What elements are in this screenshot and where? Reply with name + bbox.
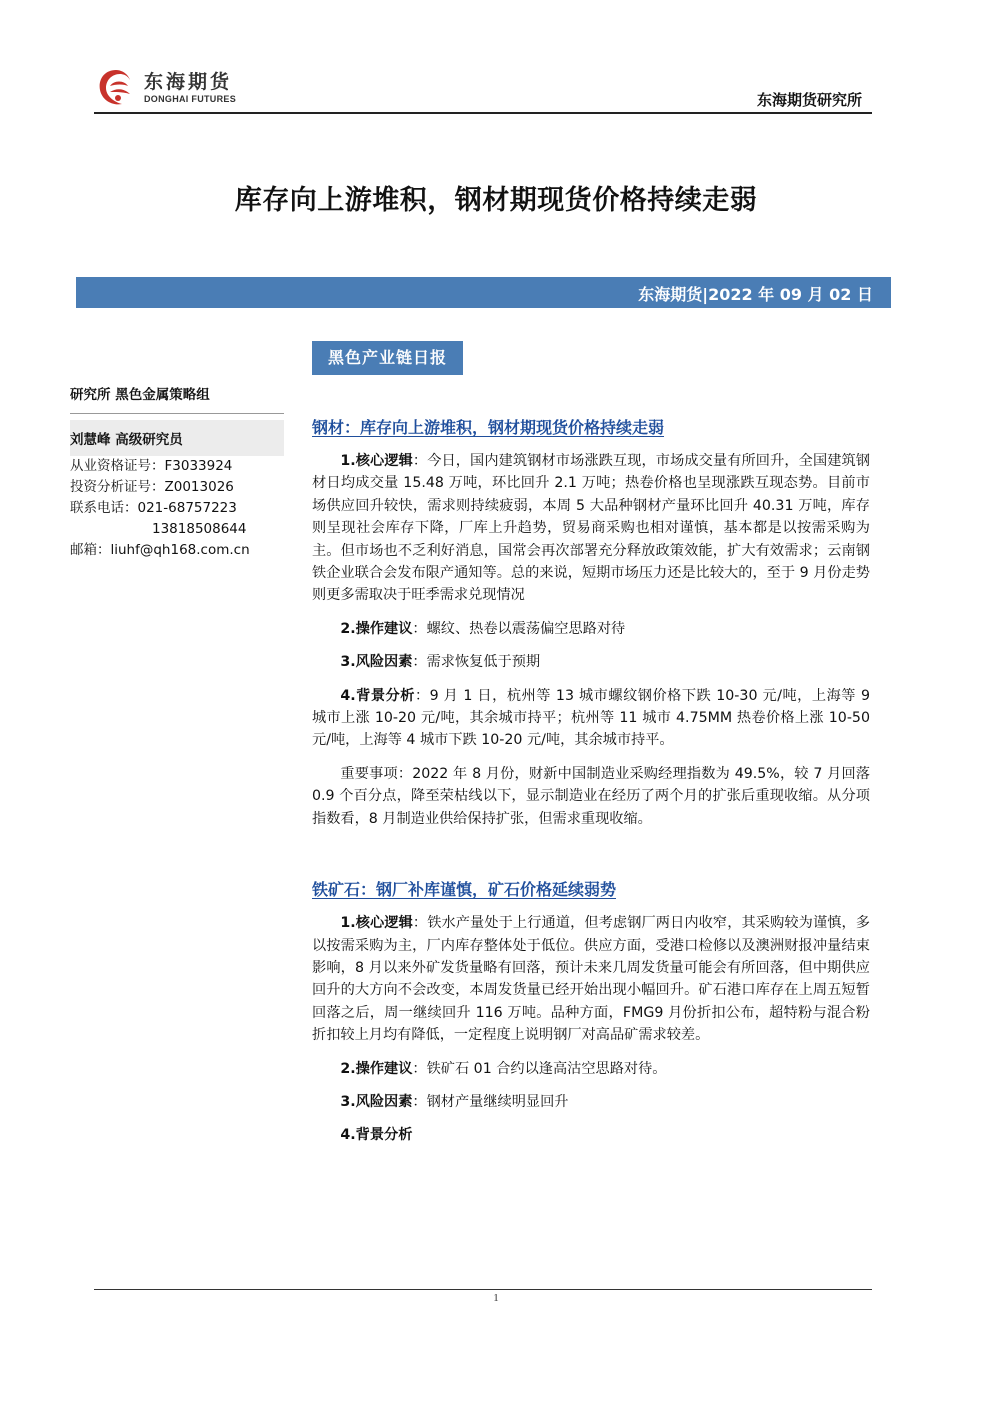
donghai-logo-icon [94, 66, 138, 110]
steel-advice-text: ：螺纹、热卷以震荡偏空思路对待 [412, 620, 626, 637]
steel-key-events: 重要事项：2022 年 8 月份，财新中国制造业采购经理指数为 49.5%，较 7 月回落 0.9 个百分点，降至荣枯线以下，显示制造业在经历了两个月的扩张后重现收缩。从分项指数看，8 月制造业供给保持扩张，但需求重现收缩。 [312, 765, 870, 827]
steel-risk-label: 3.风险因素 [340, 654, 413, 671]
iron-core-logic [312, 912, 870, 1046]
section-chip: 黑色产业链日报 [312, 341, 463, 375]
header-divider [94, 112, 872, 114]
iron-section-title[interactable]: 铁矿石：钢厂补库谨慎，矿石价格延续弱势 [312, 880, 617, 900]
iron-advice-text: ：铁矿石 01 合约以逢高沽空思路对待。 [412, 1060, 667, 1077]
iron-advice-label: 2.操作建议 [340, 1060, 413, 1077]
steel-background [312, 685, 870, 752]
sidebar-mobile: 13818508644 [152, 521, 247, 537]
iron-risk-label: 3.风险因素 [340, 1093, 413, 1110]
steel-background-label: 4.背景分析 [340, 687, 415, 704]
iron-advice [312, 1058, 870, 1080]
sidebar-cert-2: 投资分析证号：Z0013026 [70, 479, 234, 495]
iron-risk [312, 1091, 870, 1113]
sidebar-email[interactable]: 邮箱：liuhf@qh168.com.cn [70, 542, 250, 558]
steel-advice-label: 2.操作建议 [340, 620, 413, 637]
report-date: 东海期货|2022 年 09 月 02 日 [638, 285, 873, 304]
institute-name: 东海期货研究所 [756, 91, 862, 109]
steel-core-logic-label: 1.核心逻辑 [340, 453, 413, 469]
page-number: 1 [493, 1292, 499, 1304]
steel-core-logic-text: ：今日，国内建筑钢材市场涨跌互现，市场成交量有所回升，全国建筑钢材日均成交量 15.48 万吨，环比回升 2.1 万吨；热卷价格也呈现涨跌互现态势。目前市场供应回升较快，需求则持续疲弱，本周 5 大品种钢材产量环比回升 40.31 万吨，库存则呈现社会库存下降，厂库上升趋势，贸易商采购也相对谨慎，基本都是以按需采购为主。但市场也不乏利好消息，国常会再次部署充分释放政策效能，扩大有效需求；云南钢铁企业联合会发布限产通知等。总的来说，短期市场压力还是比较大的，至于 9 月份走势则更多需取决于旺季需求兑现情况 [312, 453, 870, 604]
sidebar-phone: 联系电话：021-68757223 [70, 500, 237, 516]
sidebar-divider [70, 413, 284, 414]
sidebar-analyst-name: 刘慧峰 高级研究员 [70, 420, 284, 456]
author-sidebar [70, 384, 284, 561]
iron-core-logic-text: ：铁水产量处于上行通道，但考虑钢厂两日内收窄，其采购较为谨慎，多以按需采购为主，厂内库存整体处于低位。供应方面，受港口检修以及澳洲财报冲量结束影响，8 月以来外矿发货量略有回落，预计未来几周发货量可能会有所回落，但中期供应回升的大方向不会改变，本周发货量已经开始出现小幅回升。矿石港口库存在上周五短暂回落之后，周一继续回升 116 万吨。品种方面，FMG9 月份折扣公布，超特粉与混合粉折扣较上月均有降低，一定程度上说明钢厂对高品矿需求较差。 [312, 915, 870, 1044]
logo-english-name: DONGHAI FUTURES [144, 94, 236, 104]
iron-background-label: 4.背景分析 [340, 1127, 413, 1144]
company-logo [94, 66, 236, 110]
steel-risk-text: ：需求恢复低于预期 [412, 654, 541, 671]
iron-risk-text: ：钢材产量继续明显回升 [412, 1093, 569, 1110]
steel-risk [312, 651, 870, 673]
iron-core-logic-label: 1.核心逻辑 [340, 915, 413, 932]
report-body [312, 416, 870, 1147]
steel-advice [312, 618, 870, 640]
sidebar-dept: 研究所 黑色金属策略组 [70, 387, 210, 403]
date-banner [76, 277, 891, 308]
sidebar-cert-1: 从业资格证号：F3033924 [70, 458, 233, 474]
logo-chinese-name: 东海期货 [144, 71, 233, 93]
steel-core-logic [312, 450, 870, 607]
report-title: 库存向上游堆积，钢材期现货价格持续走弱 [234, 185, 758, 216]
iron-background [312, 1124, 870, 1146]
footer-divider [94, 1289, 872, 1290]
steel-background-text: ：9 月 1 日，杭州等 13 城市螺纹钢价格下跌 10-30 元/吨，上海等 9 城市上涨 10-20 元/吨，其余城市持平；杭州等 11 城市 4.75MM 热卷价格上涨 10-50 元/吨，上海等 4 城市下跌 10-20 元/吨，其余城市持平。 [312, 687, 870, 749]
steel-section-title[interactable]: 钢材：库存向上游堆积，钢材期现货价格持续走弱 [312, 418, 665, 437]
